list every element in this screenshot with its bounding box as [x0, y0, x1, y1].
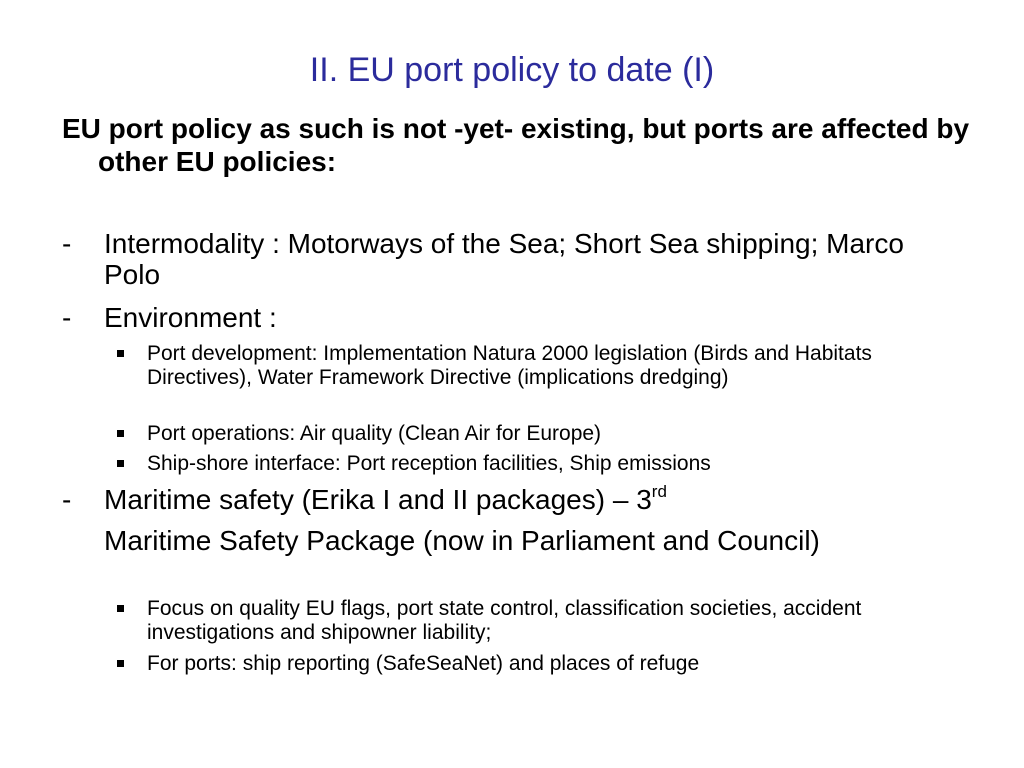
intro-text: EU port policy as such is not -yet- existing, but ports are affected by other EU policies:: [62, 113, 970, 177]
square-bullet-icon: [117, 430, 124, 437]
sub-item-text: Focus on quality EU flags, port state control, classification societies, accident investigations and shipowner liability;: [147, 597, 862, 644]
sub-item-port-development: [117, 342, 947, 390]
sub-item-ship-shore: [117, 452, 947, 476]
sub-item-focus-quality: [117, 597, 947, 645]
maritime-safety-line2: Maritime Safety Package (now in Parliament and Council): [104, 525, 820, 556]
sub-item-text: For ports: ship reporting (SafeSeaNet) and places of refuge: [147, 652, 700, 675]
list-item-text: [104, 484, 962, 515]
sub-item-text: Ship-shore interface: Port reception facilities, Ship emissions: [147, 452, 711, 475]
sub-item-text: Port development: Implementation Natura 2000 legislation (Birds and Habitats Directives), Water Framework Directive (implications dredging): [147, 342, 872, 389]
maritime-safety-line1: Maritime safety (Erika I and II packages) – 3: [104, 484, 652, 515]
square-bullet-icon: [117, 460, 124, 467]
list-item-text: Environment :: [104, 302, 277, 333]
list-item-maritime-safety: [62, 484, 962, 515]
sub-item-port-operations: [117, 422, 947, 446]
dash-marker: -: [62, 228, 72, 259]
slide-title: II. EU port policy to date (I): [309, 51, 715, 89]
superscript-rd: rd: [651, 482, 667, 501]
list-item-environment: [62, 302, 962, 333]
list-item-intermodality: [62, 228, 962, 290]
list-item-maritime-safety-continued: [62, 525, 962, 556]
square-bullet-icon: [117, 350, 124, 357]
list-item-text: Intermodality : Motorways of the Sea; Short Sea shipping; Marco Polo: [104, 228, 904, 290]
sub-item-for-ports: [117, 652, 947, 676]
sub-item-text: Port operations: Air quality (Clean Air for Europe): [147, 422, 602, 445]
dash-marker: -: [62, 484, 72, 515]
square-bullet-icon: [117, 605, 124, 612]
square-bullet-icon: [117, 660, 124, 667]
dash-marker: -: [62, 302, 72, 333]
